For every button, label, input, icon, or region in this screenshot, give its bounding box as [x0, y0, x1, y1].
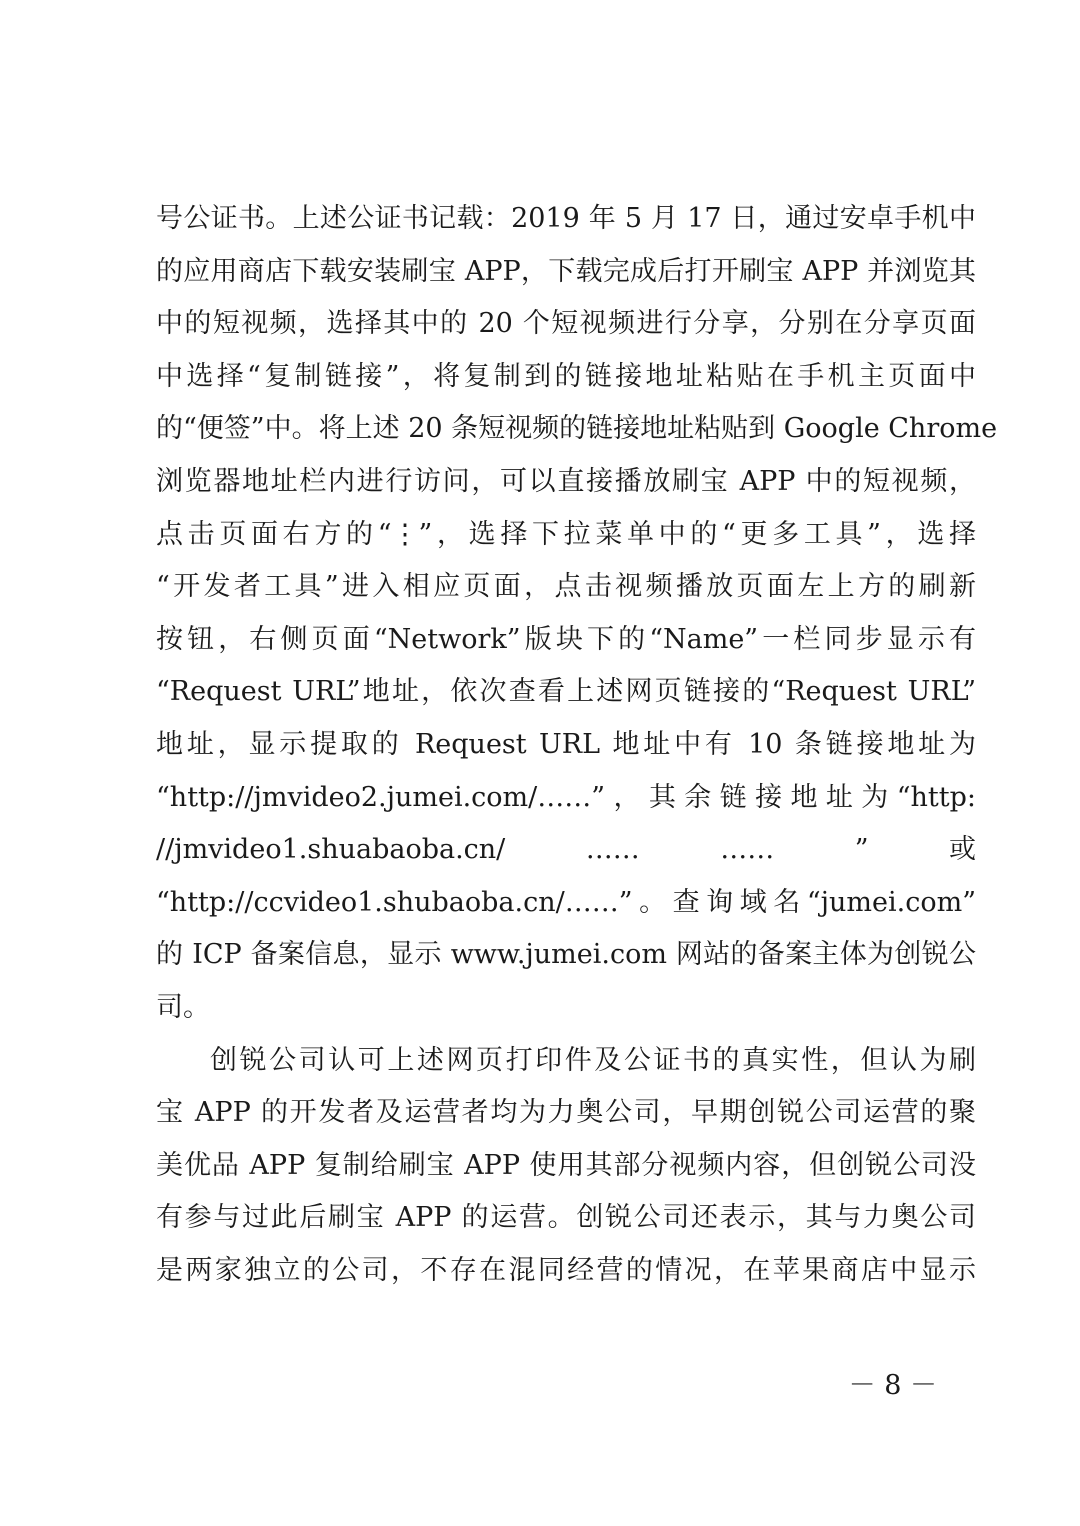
text-line: 号公证书。上述公证书记载：2019 年 5 月 17 日，通过安卓手机中	[156, 203, 976, 234]
text-line: 创锐公司认可上述网页打印件及公证书的真实性，但认为刷	[210, 1044, 976, 1076]
page-number: － 8 －	[848, 1370, 937, 1401]
text-line: 浏览器地址栏内进行访问，可以直接播放刷宝 APP 中的短视频，	[156, 465, 976, 497]
body-text	[156, 193, 998, 1297]
text-line: 司。	[156, 991, 210, 1023]
text-line: 美优品 APP 复制给刷宝 APP 使用其部分视频内容，但创锐公司没	[156, 1149, 976, 1181]
text-line: “Request URL”地址，依次查看上述网页链接的“Request URL”	[156, 676, 976, 708]
text-line: 中的短视频，选择其中的 20 个短视频进行分享，分别在分享页面	[156, 308, 976, 340]
text-line: 地址，显示提取的 Request URL 地址中有 10 条链接地址为	[156, 728, 976, 760]
paragraph-2	[156, 1035, 976, 1298]
text-line: 按钮，右侧页面“Network”版块下的“Name”一栏同步显示有	[156, 623, 976, 655]
text-line: 宝 APP 的开发者及运营者均为力奥公司，早期创锐公司运营的聚	[156, 1097, 976, 1129]
text-line: 的“便签”中。将上述 20 条短视频的链接地址粘贴到 Google Chrome	[156, 413, 998, 445]
text-line: “http://ccvideo1.shubaoba.cn/……”。查询域名“jumei.com”	[156, 886, 976, 918]
text-line: 有参与过此后刷宝 APP 的运营。创锐公司还表示，其与力奥公司	[156, 1202, 976, 1234]
text-line: 的 ICP 备案信息，显示 www.jumei.com 网站的备案主体为创锐公	[156, 939, 976, 971]
text-line: 中选择“复制链接”，将复制到的链接地址粘贴在手机主页面中	[156, 360, 976, 392]
text-line: “开发者工具”进入相应页面，点击视频播放页面左上方的刷新	[156, 571, 976, 603]
text-line: 的应用商店下载安装刷宝 APP，下载完成后打开刷宝 APP 并浏览其	[156, 255, 976, 287]
paragraph-1	[156, 193, 998, 1035]
text-line: //jmvideo1.shuabaoba.cn/ …… …… ” 或	[156, 834, 976, 866]
text-line: 是两家独立的公司，不存在混同经营的情况，在苹果商店中显示	[156, 1254, 976, 1286]
text-line: 点击页面右方的“⋮”，选择下拉菜单中的“更多工具”，选择	[156, 518, 976, 550]
text-line: “http://jmvideo2.jumei.com/……”，其余链接地址为“http:	[156, 781, 976, 813]
